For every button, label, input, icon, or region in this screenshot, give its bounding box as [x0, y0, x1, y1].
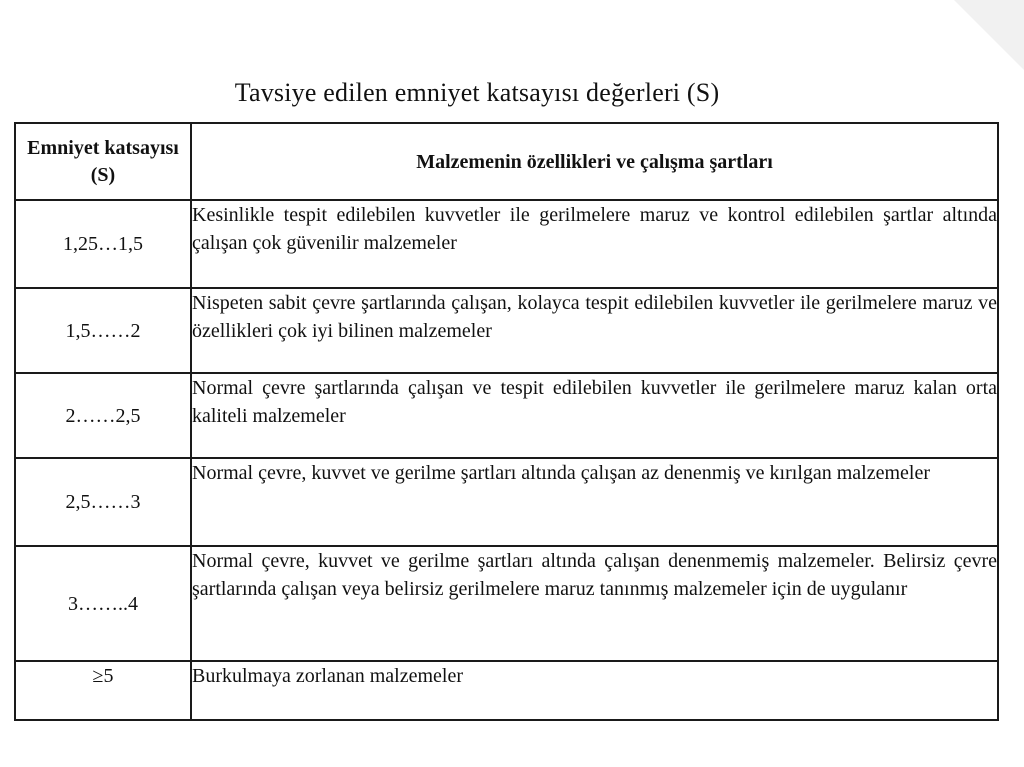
- material-description: Kesinlikle tespit edilebilen kuvvetler ile gerilmelere maruz ve kontrol edilebilen şartlar altında çalışan çok güvenilir malzemeler: [191, 200, 998, 288]
- table-row: [15, 661, 998, 720]
- table-row: [15, 373, 998, 458]
- material-description: Normal çevre, kuvvet ve gerilme şartları altında çalışan az denenmiş ve kırılgan malzemeler: [191, 458, 998, 546]
- material-description: Normal çevre, kuvvet ve gerilme şartları altında çalışan denenmemiş malzemeler. Belirsiz çevre şartlarında çalışan veya belirsiz gerilmelere maruz tanınmış malzemeler için de uygulanır: [191, 546, 998, 661]
- material-description: Nispeten sabit çevre şartlarında çalışan, kolayca tespit edilebilen kuvvetler ile gerilmelere maruz ve özellikleri çok iyi bilinen malzemeler: [191, 288, 998, 373]
- table-row: [15, 458, 998, 546]
- safety-factor-value: 2……2,5: [15, 373, 191, 458]
- safety-factor-value: 1,25…1,5: [15, 200, 191, 288]
- header-safety-factor: Emniyet katsayısı (S): [15, 123, 191, 200]
- header-material-properties: Malzemenin özellikleri ve çalışma şartları: [191, 123, 998, 200]
- table-title-text: Tavsiye edilen emniyet katsayısı değerleri (S): [234, 78, 720, 107]
- safety-factor-value: 3……..4: [15, 546, 191, 661]
- safety-factor-value: 1,5……2: [15, 288, 191, 373]
- slide-corner-decoration: [954, 0, 1024, 70]
- table-row: [15, 546, 998, 661]
- table-row: [15, 288, 998, 373]
- safety-factor-value: ≥5: [15, 661, 191, 720]
- safety-factor-value: 2,5……3: [15, 458, 191, 546]
- table-header-row: [15, 123, 998, 200]
- safety-factor-table: [14, 122, 999, 721]
- material-description: Burkulmaya zorlanan malzemeler: [191, 661, 998, 720]
- table-row: [15, 200, 998, 288]
- material-description: Normal çevre şartlarında çalışan ve tespit edilebilen kuvvetler ile gerilmelere maruz kalan orta kaliteli malzemeler: [191, 373, 998, 458]
- table-title: [0, 78, 1024, 108]
